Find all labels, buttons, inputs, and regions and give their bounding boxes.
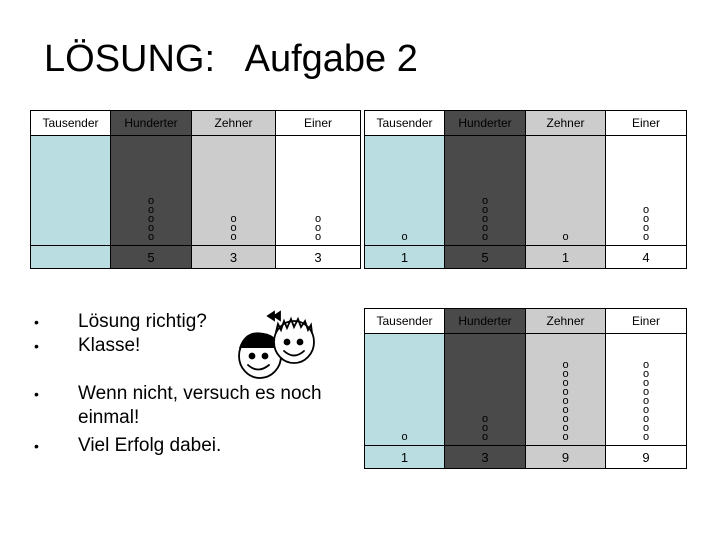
- count-dot: o: [230, 213, 237, 225]
- dots-zehner: [526, 334, 606, 446]
- count-dot: o: [401, 231, 408, 243]
- dots-hunderter: [445, 136, 526, 246]
- count-dot: o: [314, 213, 322, 225]
- result-einer: 4: [606, 246, 687, 269]
- count-dot: o: [642, 386, 650, 398]
- dots-zehner: [192, 136, 276, 246]
- dots-tausender: [31, 136, 111, 246]
- count-dot: o: [642, 231, 650, 243]
- bullet-item: • Wenn nicht, versuch es noch einmal!: [30, 382, 350, 430]
- count-dot: o: [314, 231, 322, 243]
- bullet-item: • Lösung richtig?: [30, 310, 350, 334]
- count-dot: o: [147, 222, 155, 234]
- count-dot: o: [562, 431, 569, 443]
- result-zehner: 1: [526, 246, 606, 269]
- header-zehner: Zehner: [192, 111, 276, 136]
- header-einer: Einer: [606, 111, 687, 136]
- dots-tausender: [365, 136, 445, 246]
- count-dot: o: [562, 359, 569, 371]
- header-tausender: Tausender: [365, 111, 445, 136]
- count-dot: o: [642, 213, 650, 225]
- count-dot: o: [481, 413, 489, 425]
- result-zehner: 9: [526, 446, 606, 469]
- count-dot: o: [562, 404, 569, 416]
- count-dot: o: [562, 231, 569, 243]
- result-hunderter: 3: [445, 446, 526, 469]
- result-hunderter: 5: [445, 246, 526, 269]
- header-hunderter: Hunderter: [445, 111, 526, 136]
- count-dot: o: [401, 431, 408, 443]
- result-tausender: 1: [365, 446, 445, 469]
- count-dot: o: [642, 413, 650, 425]
- count-dot: o: [642, 377, 650, 389]
- header-hunderter: Hunderter: [445, 309, 526, 334]
- result-tausender: 1: [365, 246, 445, 269]
- count-dot: o: [642, 395, 650, 407]
- header-zehner: Zehner: [526, 309, 606, 334]
- count-dot: o: [481, 431, 489, 443]
- count-dot: o: [481, 213, 489, 225]
- smiling-faces-icon: [232, 308, 324, 384]
- count-dot: o: [147, 213, 155, 225]
- count-dot: o: [642, 222, 650, 234]
- count-dot: o: [562, 368, 569, 380]
- count-dot: o: [230, 222, 237, 234]
- result-einer: 3: [276, 246, 361, 269]
- result-zehner: 3: [192, 246, 276, 269]
- count-dot: o: [642, 422, 650, 434]
- count-dot: o: [481, 222, 489, 234]
- dots-einer: [276, 136, 361, 246]
- count-dot: o: [147, 231, 155, 243]
- place-value-table-2: [364, 110, 687, 269]
- count-dot: o: [481, 204, 489, 216]
- result-tausender: [31, 246, 111, 269]
- count-dot: o: [562, 377, 569, 389]
- count-dot: o: [147, 195, 155, 207]
- result-hunderter: 5: [111, 246, 192, 269]
- dots-hunderter: [111, 136, 192, 246]
- count-dot: o: [147, 204, 155, 216]
- count-dot: o: [562, 395, 569, 407]
- count-dot: o: [642, 204, 650, 216]
- count-dot: o: [562, 413, 569, 425]
- header-tausender: Tausender: [31, 111, 111, 136]
- place-value-table-3: [364, 308, 687, 469]
- dots-tausender: [365, 334, 445, 446]
- count-dot: o: [481, 422, 489, 434]
- dots-einer: [606, 334, 687, 446]
- count-dot: o: [562, 386, 569, 398]
- dots-einer: [606, 136, 687, 246]
- count-dot: o: [314, 222, 322, 234]
- count-dot: o: [230, 231, 237, 243]
- header-einer: Einer: [276, 111, 361, 136]
- count-dot: o: [642, 431, 650, 443]
- count-dot: o: [481, 231, 489, 243]
- count-dot: o: [642, 359, 650, 371]
- result-einer: 9: [606, 446, 687, 469]
- count-dot: o: [642, 404, 650, 416]
- count-dot: o: [642, 368, 650, 380]
- bullet-item: • Viel Erfolg dabei.: [30, 434, 350, 458]
- dots-zehner: [526, 136, 606, 246]
- header-hunderter: Hunderter: [111, 111, 192, 136]
- count-dot: o: [481, 195, 489, 207]
- page-title: LÖSUNG: Aufgabe 2: [44, 38, 418, 80]
- count-dot: o: [562, 422, 569, 434]
- header-einer: Einer: [606, 309, 687, 334]
- bullet-item: • Klasse!: [30, 334, 350, 358]
- header-zehner: Zehner: [526, 111, 606, 136]
- place-value-table-1: [30, 110, 361, 269]
- dots-hunderter: [445, 334, 526, 446]
- header-tausender: Tausender: [365, 309, 445, 334]
